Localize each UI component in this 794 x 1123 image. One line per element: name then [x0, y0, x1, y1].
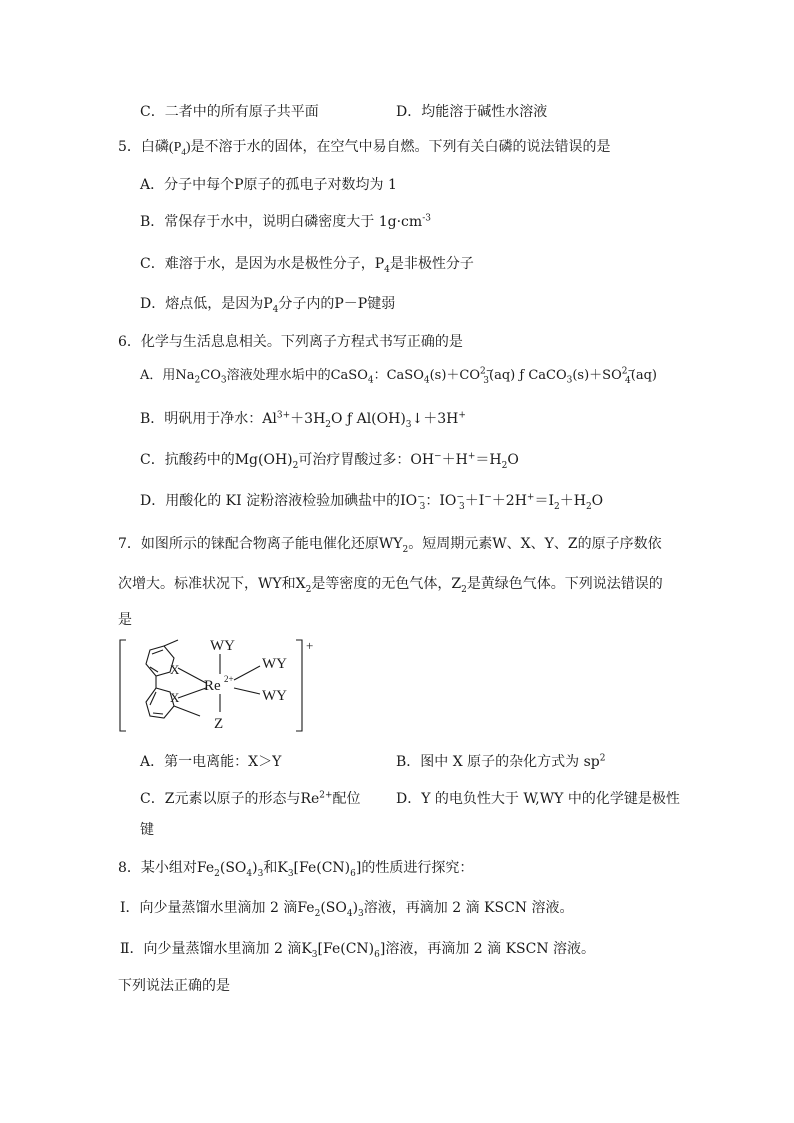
q5-stem: 5．白磷$(P_4)$是不溶于水的固体，在空气中易自燃。下列有关白磷的说法错误的是	[118, 139, 611, 157]
ligand-right-1-label: WY	[262, 656, 287, 672]
q7-stem-line-2: 次增大。标准状况下，WY和$X_2$是等密度的无色气体，$Z_2$是黄绿色气体。下列说法错误的	[118, 576, 663, 595]
bracket-right	[296, 640, 302, 731]
q6-option-d: D．用酸化的 KI 淀粉溶液检验加碘盐中的$IO^-_3$：$IO^-_3+I^-+2H^+=I_2+H_2O$	[140, 492, 604, 512]
bracket-left	[120, 640, 126, 731]
q7-stem-line-3: 是	[118, 612, 132, 628]
q7-option-d-cont: 键	[140, 822, 154, 838]
q8-experiment-ii: Ⅱ．向少量蒸馏水里滴加 2 滴$K_3[Fe(CN)_6]$溶液，再滴加 2 滴 KSCN 溶液。	[120, 941, 596, 960]
q5-option-c: C．难溶于水，是因为水是极性分子，$P_4$是非极性分子	[140, 256, 474, 275]
rhenium-complex-structure	[112, 636, 328, 734]
q8-question: 下列说法正确的是	[118, 978, 230, 994]
metal-label: Re	[204, 678, 221, 694]
q7-option-c: C．Z元素以原子的形态与$Re^{2+}$配位	[140, 790, 361, 807]
lower-methyl-bond	[174, 706, 200, 716]
q6-option-b: B．明矾用于净水：$Al^{3+}+3H_2O$ ƒ $Al(OH)_3↓+3H^+$	[140, 410, 466, 430]
q7-option-d: D．Y 的电负性大于 W,WY 中的化学键是极性	[396, 791, 680, 807]
upper-methyl-bond	[164, 640, 178, 646]
bond-right-1	[234, 666, 260, 680]
ligand-bottom-label: Z	[214, 716, 224, 732]
q5-option-a: A．分子中每个P原子的孤电子对数均为 1	[140, 177, 397, 193]
overall-charge-label: +	[306, 638, 314, 653]
q7-stem-line-1: 7．如图所示的铼配合物离子能电催化还原$WY_2$。短周期元素W、X、Y、Z的原子序数依	[118, 536, 662, 555]
ligand-right-2-label: WY	[262, 688, 287, 704]
q8-experiment-i: Ⅰ．向少量蒸馏水里滴加 2 滴$Fe_2(SO_4)_3$溶液，再滴加 2 滴 KSCN 溶液。	[120, 900, 574, 919]
q5-option-d: D．熔点低，是因为$P_4$分子内的P－P键弱	[140, 296, 396, 315]
q8-stem: 8．某小组对$Fe_2(SO_4)_3$和$K_3[Fe(CN)_6]$的性质进行探究：	[118, 860, 474, 879]
q6-stem: 6．化学与生活息息相关。下列离子方程式书写正确的是	[118, 334, 463, 350]
q6-option-c: C．抗酸药中的$Mg(OH)_2$可治疗胃酸过多：$OH^-+H^+=H_2O$	[140, 451, 519, 471]
q4-option-c: C．二者中的所有原子共平面	[140, 104, 319, 120]
q7-option-a: A．第一电离能：X＞Y	[140, 754, 282, 770]
ring-atom-1-label: X	[170, 662, 180, 677]
q6-option-a: A．用$Na_2CO_3$溶液处理水垢中的CaSO$_4$：$CaSO_4(s)+CO^{2-}_3(aq)$ ƒ $CaCO_3(s)+SO^{2-}_4(aq)$	[140, 366, 657, 386]
metal-charge-label: 2+	[224, 674, 234, 684]
q7-option-b: B．图中 X 原子的杂化方式为 $sp^2$	[396, 753, 606, 770]
q4-option-d: D．均能溶于碱性水溶液	[396, 104, 548, 120]
ligand-top-label: WY	[210, 638, 235, 654]
q5-option-b: B．常保存于水中，说明白磷密度大于 $1g\cdot cm^{-3}$	[140, 213, 431, 230]
ring-atom-2-label: X	[170, 690, 180, 705]
bond-right-2	[234, 688, 260, 694]
